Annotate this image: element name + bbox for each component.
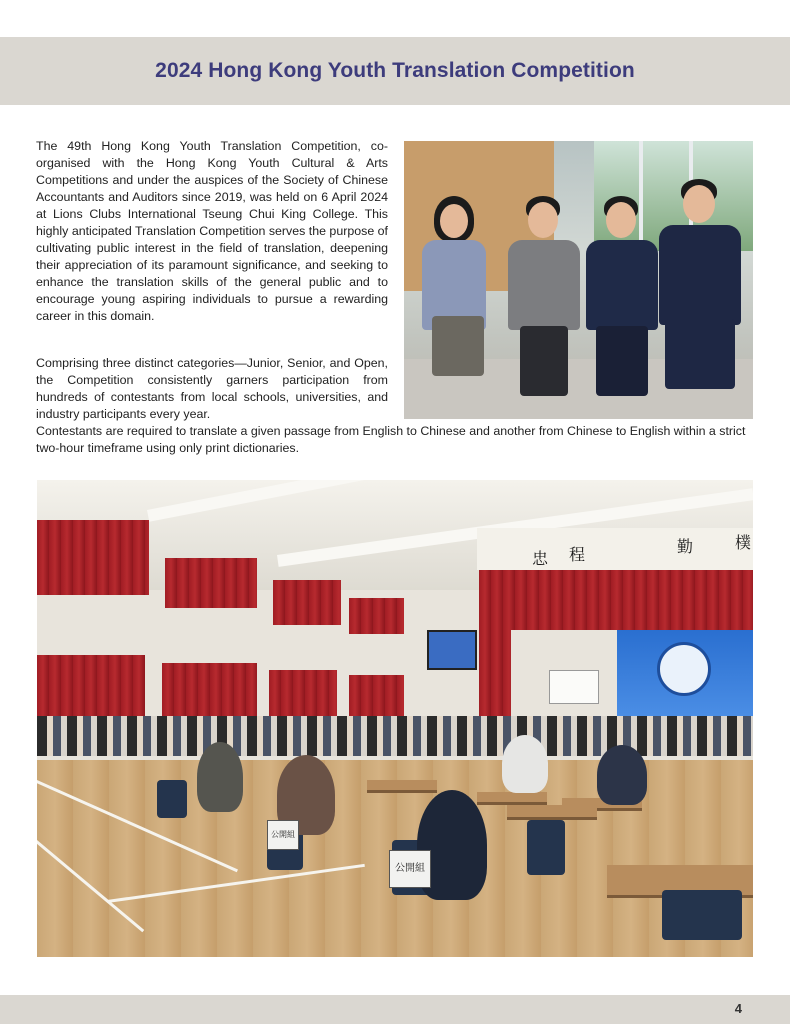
paragraph-intro: The 49th Hong Kong Youth Translation Competition, co-organised with the Hong Kong Youth Cultural & Arts Competitions and under the auspices of the Society of Chinese Accountants and Auditors since 2019, was held on 6 April 2024 at Lions Clubs International Tseung Chui King College. This highly anticipated Translation Competition serves the purpose of cultivating public interest in the field of translation, deepening their appreciation of its paramount significance, and seeking to enhance the translation skills of the general public and to encourage young aspiring individuals to pursue a rewarding career in this domain. [36, 139, 388, 323]
curtain-upper [273, 580, 341, 625]
exam-chair [157, 780, 187, 818]
exam-hall-photo [37, 480, 753, 957]
exam-desk [367, 780, 437, 793]
stage-char: 忠 [532, 549, 549, 568]
group-photo [404, 141, 753, 419]
projection-screen [617, 630, 753, 720]
page-title: 2024 Hong Kong Youth Translation Competition [155, 59, 635, 82]
footer-band [0, 995, 790, 1024]
contestants-rows [37, 716, 753, 756]
student [197, 742, 243, 812]
exam-desk [477, 792, 547, 805]
student [502, 735, 548, 793]
stage-curtain-side [479, 630, 511, 720]
exam-chair [527, 820, 565, 875]
curtain-lower [349, 675, 404, 720]
desk-sign: 公開組 [389, 850, 431, 888]
paragraph-categories: Comprising three distinct categories—Junior, Senior, and Open, the Competition consistently garners participation from hundreds of contestants from local schools, universities, and industry participants every year. [36, 356, 388, 421]
stage-curtain [479, 570, 753, 630]
curtain-lower-left [37, 655, 145, 725]
curtain-upper [349, 598, 404, 634]
stage-banner [477, 528, 753, 570]
page-number: 4 [734, 1001, 742, 1016]
stage-char: 程 [569, 545, 586, 564]
paragraph-rules: Contestants are required to translate a given passage from English to Chinese and another from Chinese to English within a strict two-hour timeframe using only print dictionaries. [36, 424, 746, 455]
monitor-screen [427, 630, 477, 670]
title-band [0, 37, 790, 105]
student [597, 745, 647, 805]
window-frame [639, 141, 643, 251]
curtain-upper [165, 558, 257, 608]
stage-char: 樸 [735, 533, 752, 552]
exam-desk [507, 805, 597, 820]
desk-sign: 公開組 [267, 820, 299, 850]
whiteboard [549, 670, 599, 704]
curtain-lower [269, 670, 337, 722]
stage-char: 勤 [677, 537, 694, 556]
curtain-upper-left [37, 520, 149, 595]
clock-icon [657, 642, 711, 696]
exam-chair [662, 890, 742, 940]
